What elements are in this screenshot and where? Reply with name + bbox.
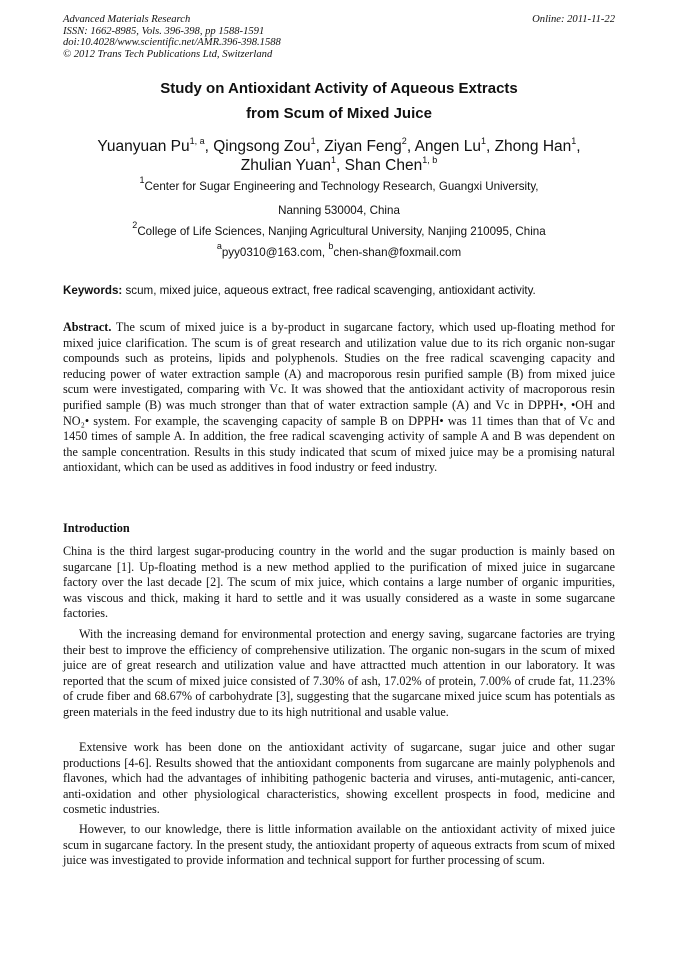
intro-paragraph-1: China is the third largest sugar-producing country in the world and the sugar production is mainly based on sugarcane [1]. Up-floating method is a new method applied to the purification of mixed juice in sugarcane factory over the last decade [2]. The scum of mix juice, which contains a large number of organic impurities, was viscous and thick, making it hard to settle and it was usually considered as a waste in some sugarcane factories. xyxy=(63,544,615,621)
doi-line: doi:10.4028/www.scientific.net/AMR.396-398.1588 xyxy=(63,37,281,49)
affiliation-2: $^2$College of Life Sciences, Nanjing Agricultural University, Nanjing 210095, China xyxy=(132,220,546,238)
keywords-text: scum, mixed juice, aqueous extract, free radical scavenging, antioxidant activity. xyxy=(122,284,536,297)
author-emails: $^a$pyy0310@163.com, $^b$chen-shan@foxmail.com xyxy=(216,241,462,259)
copyright-line: © 2012 Trans Tech Publications Ltd, Switzerland xyxy=(63,48,273,60)
keywords-label: Keywords: xyxy=(63,284,123,297)
keywords xyxy=(63,284,623,297)
publication-header xyxy=(63,14,615,60)
affiliation-1: $^1$Center for Sugar Engineering and Technology Research, Guangxi University, xyxy=(139,175,539,193)
intro-paragraph-2: With the increasing demand for environmental protection and energy saving, sugarcane factories are trying their best to improve the efficiency of comprehensive utilization. The organic non-sugars in the scum of mixed juice are of great research and utilization value and have attractted much attention in our laboratory. It was reported that the scum of mixed juice consisted of 7.30% of ash, 17.02% of protein, 7.00% of crude fat, 11.23% of crude fiber and 68.67% of carbohydrate [3], suggesting that the sugarcane mixed juice scum has potentials as green materials in the feed industry due to its high nutritional and usable value. xyxy=(63,627,615,719)
author-list-line-1: Yuanyuan Pu$^{1, a}$, Qingsong Zou$^1$, Ziyan Feng$^2$, Angen Lu$^1$, Zhong Han$^1$, xyxy=(97,136,581,155)
abstract-label: Abstract. xyxy=(63,320,112,334)
online-date: Online: 2011-11-22 xyxy=(532,14,615,25)
section-heading-introduction: Introduction xyxy=(63,521,130,535)
abstract-text: The scum of mixed juice is a by-product in sugarcane factory, which used up-floating method for mixed juice clarification. The scum is of great research and utilization value due to its rich organic non-sugar compounds such as proteins, lipids and polyphenols. Studies on the free radical scavenging capacity and reducing power of water extraction sample (A) and macroporous resin purified sample (B) from mixed juice scum were investigated, comparing with Vc. It was showed that the antioxidant activity of macroporous resin purified sample (B) was much stronger than that of water extraction sample (A) and Vc in DPPH•, •OH and NO₂• system. For example, the scavenging capacity of sample B on DPPH• was 11 times than that of Vc and 1450 times of sample A. In addition, the free radical scavenging activity of sample A and B was dependent on the sample concentration. Results in this study indicated that scum of mixed juice may be a promising natural antioxidant, which can be used as additives in food industry or feed industry. xyxy=(63,320,615,475)
intro-paragraph-3: Extensive work has been done on the antioxidant activity of sugarcane, sugar juice and other sugar productions [4-6]. Results showed that the antioxidant components from sugarcane are mainly polyphenols and flavones, which had the advantages of inhibiting pathogenic bacteria and viruses, anti-mutagenic, anti-cancer, anti-oxidation and other physiological characteristics, showing excellent prospects in food, medicine and cosmetic industries. xyxy=(63,740,615,817)
author-list-line-2: Zhulian Yuan$^1$, Shan Chen$^{1, b}$ xyxy=(240,155,438,174)
issn-line: ISSN: 1662-8985, Vols. 396-398, pp 1588-1591 xyxy=(63,25,265,37)
affiliation-1-city: Nanning 530004, China xyxy=(278,204,400,217)
abstract xyxy=(63,320,615,476)
paper-title-line-1: Study on Antioxidant Activity of Aqueous Extracts xyxy=(160,80,518,97)
journal-name: Advanced Materials Research xyxy=(63,14,191,25)
paper-title-line-2: from Scum of Mixed Juice xyxy=(246,105,432,122)
intro-paragraph-4: However, to our knowledge, there is little information available on the antioxidant activity of mixed juice scum in sugarcane factory. In the present study, the antioxidant property of aqueous extracts from scum of mixed juice was investigated to provide information and technical support for further processing of scum. xyxy=(63,822,615,868)
